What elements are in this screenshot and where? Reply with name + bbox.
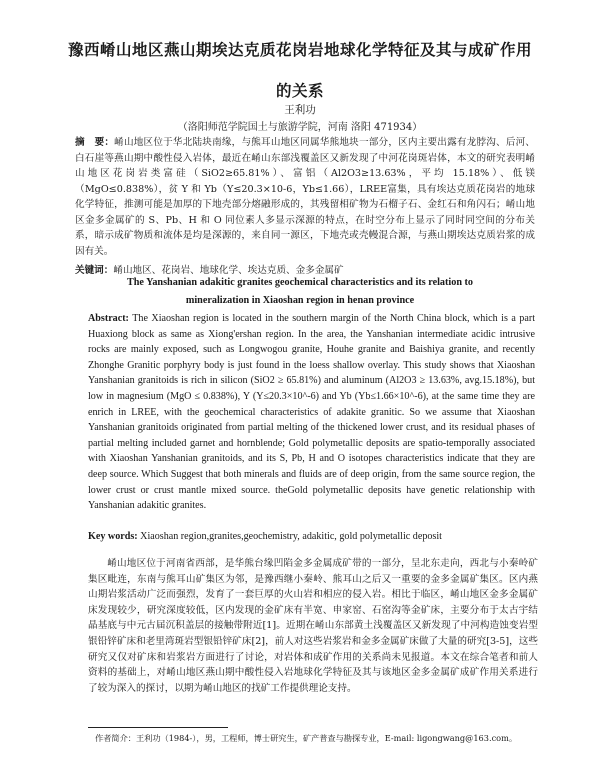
- keywords-zh-label: 关键词：: [75, 265, 114, 276]
- abstract-zh-text: 崤山地区位于华北陆块南缘，与熊耳山地区同属华熊地块一部分，区内主要出露有龙脖沟、后河、白石崖等燕山期中酸性侵入岩体，最近在崤山东部浅覆盖区又新发现了中河花岗斑岩体，本文的研究表明崤山地区花岗岩类富硅（SiO2≥65.81%）、富铝（Al2O3≥13.63%，平均 15.18%）、低镁（MgO≤0.838%），贫 Y 和 Yb（Y≤20.3×10-6，Yb≤1.66），LREE富集，具有埃达克质花岗岩的地球化学特征，推测可能是加厚的下地壳部分熔融形成的，其残留相矿物为石榴子石、金红石和角闪石；崤山地区金多金属矿的 S、Pb、H 和 O 同位素人多显示深源的特点，在时空分布上显示了同时同空间的分布关系，暗示成矿物质和流体是均是深源的，来自同一源区，下地壳或壳幔混合源，与燕山期埃达克质岩浆的成因有关。: [75, 137, 536, 257]
- abstract-zh-label: 摘 要：: [75, 137, 115, 148]
- title-zh-line2: 的关系: [275, 82, 324, 100]
- abstract-en-label: Abstract:: [88, 313, 129, 324]
- title-zh-line1: 豫西崤山地区燕山期埃达克质花岗岩地球化学特征及其与成矿作用: [67, 41, 532, 59]
- author-footnote: 作者简介：王利功（1984-），男，工程师，博士研究生，矿产普查与勘探专业，E-mail: ligongwang@163.com。: [95, 733, 518, 743]
- keywords-en-text: Xiaoshan region,granites,geochemistry, adakitic, gold polymetallic deposit: [140, 531, 442, 542]
- abstract-en-text: The Xiaoshan region is located in the southern margin of the North China block, which is a part Huaxiong block as same as Xiong'ershan region. In the area, the Yanshanian intermediate acidic intrusive rocks are mainly exposed, such as Longwogou granite, Houhe granite and Baishiya granite, and recently Zhonghe Granitic porphyry body is just found in the loess shallow overlay. This study shows that Xiaoshan Yanshanian granitoids is rich in silicon (SiO2 ≥ 65.81%) and aluminum (Al2O3 ≥ 13.63%, avg.15.18%), but low in magnesium (MgO ≤ 0.838%), Y (Y≤20.3×10^-6) and Yb (Yb≤1.66×10^-6), at the same time they are enrich in LREE, with the geochemical characteristics of adakite granitic. So we assume that Xiaoshan Yanshanian granitoids originated from partial melting of the thickened lower crust, and its residual phases of partial melting included garnet and hornblende; Gold polymetallic deposits are spatio-temporally associated with Xiaoshan Yanshanian granitoids, and its S, Pb, H and O isotopes characteristics indicate that they are deep source. Which Suggest that both minerals and fluids are of deep origin, from the same source region, the lower crust or crust mantle mixed source. theGold polymetallic deposits have genetic relationship with Yanshanian adakitic granites.: [88, 313, 535, 512]
- body-paragraph: 崤山地区位于河南省西部，是华熊台缘凹陷金多金属成矿带的一部分，呈北东走向，西北与小秦岭矿集区毗连，东南与熊耳山矿集区为邻，是豫西继小秦岭、熊耳山之后又一重要的金多金属矿集区。区内燕山期岩浆活动广泛而强烈，发育了一套巨厚的火山岩和相应的侵入岩。相比于临区，崤山地区金多金属矿床发现较少，研究深度较低，区内发现的金矿床有半宽、申家窑、石窑沟等金矿床，主要分布于太古宇结晶基底与中元古届沉积盖层的接触带附近[1]。近期在崤山东部黄土浅覆盖区又新发现了中河构造蚀变岩型银铅锌矿床和老里湾斑岩型银铅锌矿床[2]，前人对这些岩浆岩和金多金属矿床做了大量的研究[3-5]，这些研究又仅对矿床和岩浆岩方面进行了讨论，对岩体和成矿作用的关系尚未见报道。本文在综合笔者和前人资料的基础上，对崤山地区燕山期中酸性侵入岩地球化学特征及其与该地区金多金属矿成矿作用关系进行了较为深入的探讨，以期为崤山地区的找矿工作提供理论支持。: [88, 558, 538, 694]
- abstract-zh: [75, 135, 535, 259]
- footnote-divider: [88, 727, 228, 728]
- affiliation: （洛阳师范学院国土与旅游学院，河南 洛阳 471934）: [177, 122, 423, 133]
- keywords-en-label: Key words:: [88, 531, 138, 542]
- keywords-en: [88, 531, 535, 542]
- keywords-zh: [75, 262, 535, 276]
- abstract-en: [88, 311, 535, 514]
- keywords-zh-text: 崤山地区、花岗岩、地球化学、埃达克质、金多金属矿: [113, 265, 344, 276]
- author: 王利功: [284, 104, 316, 116]
- title-en-line2: mineralization in Xiaoshan region in henan province: [185, 295, 415, 306]
- title-en-line1: The Yanshanian adakitic granites geochemical characteristics and its relation to: [126, 277, 474, 288]
